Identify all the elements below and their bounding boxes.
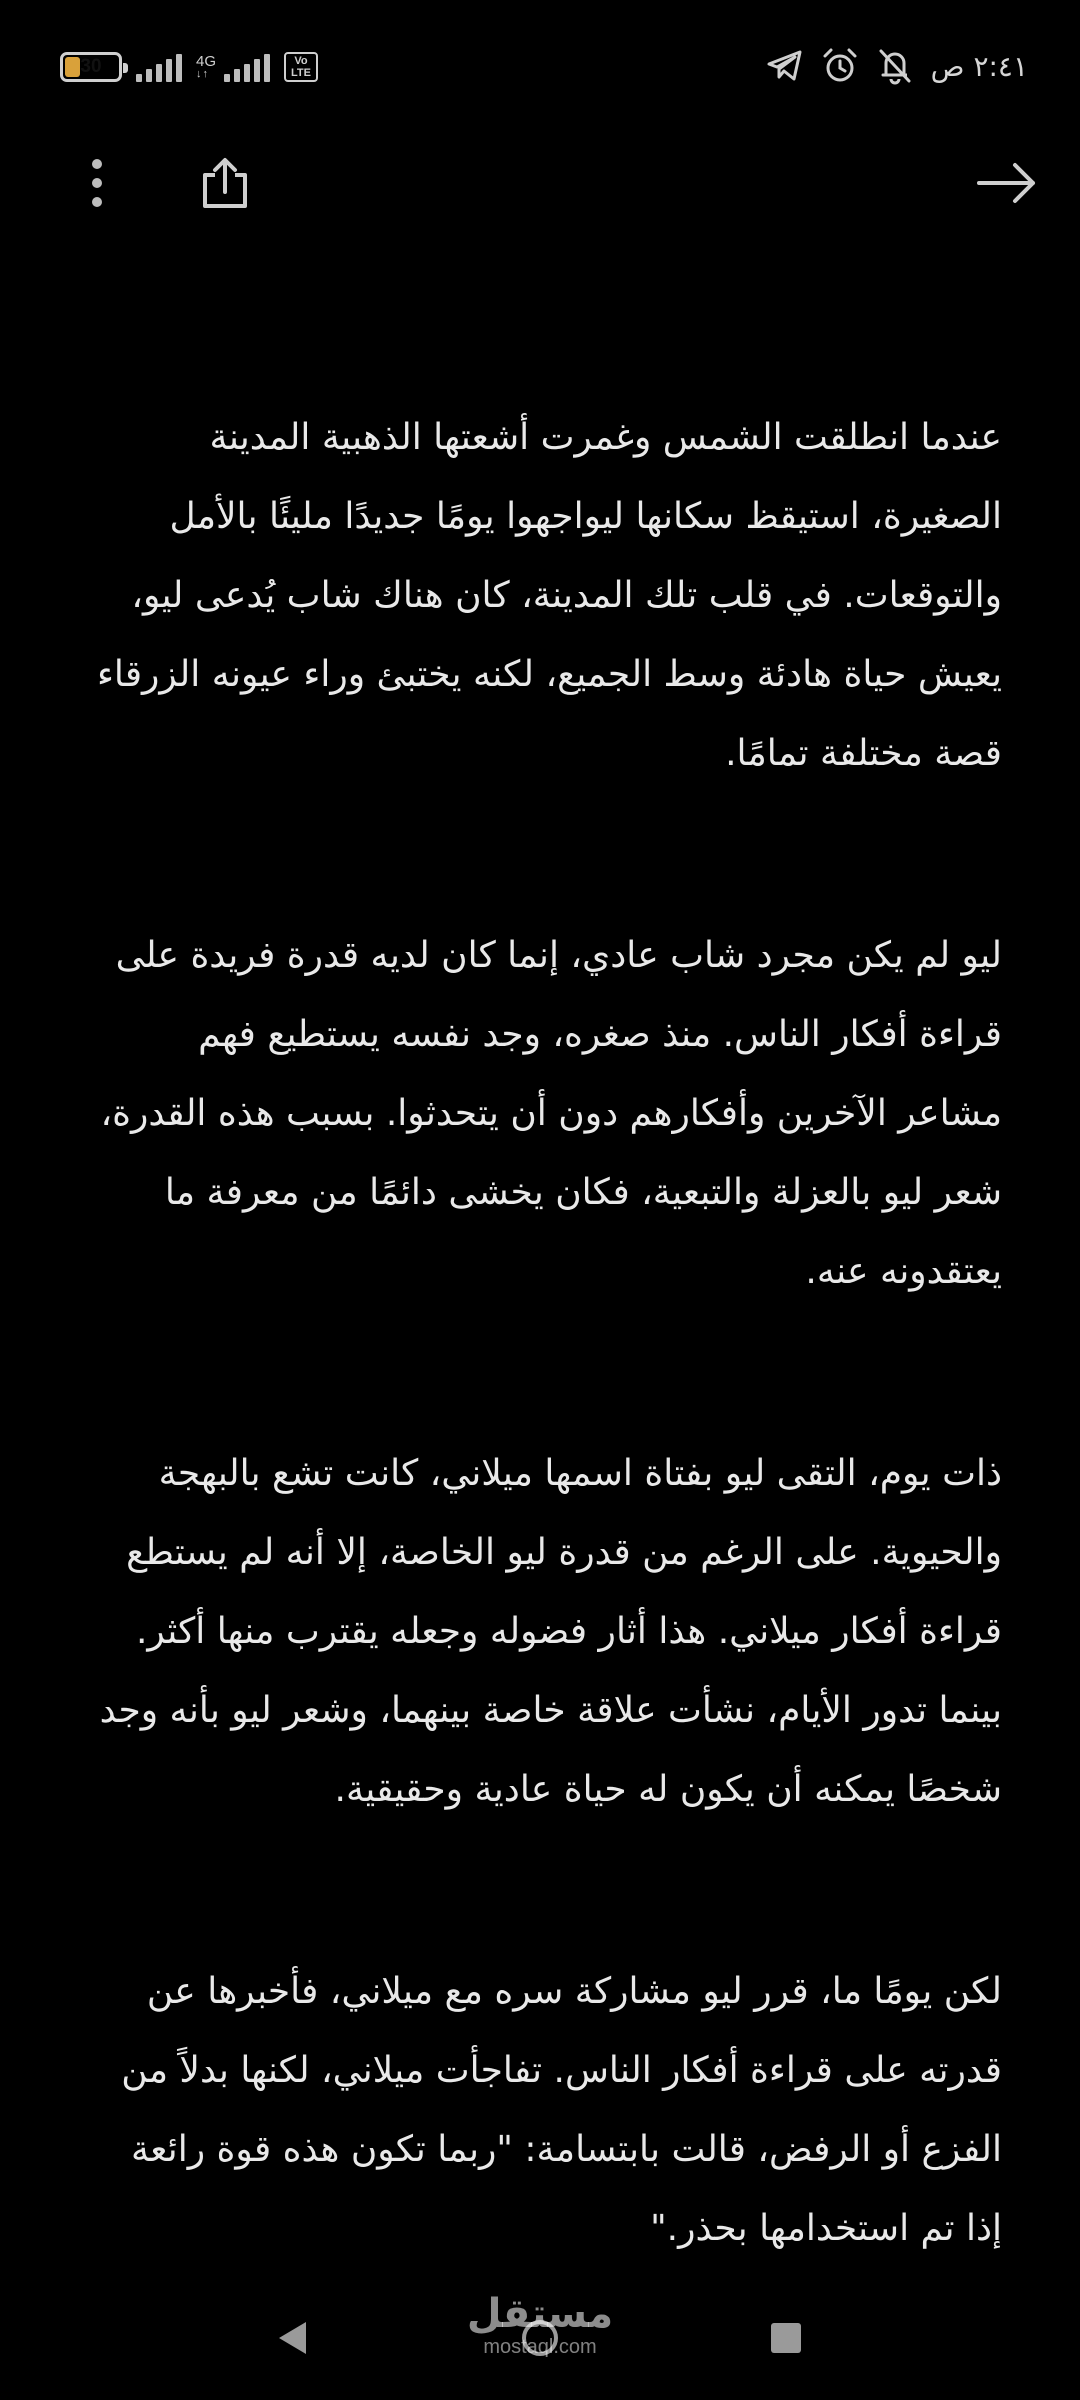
volte-icon xyxy=(284,52,318,82)
article-paragraph-4: لكن يومًا ما، قرر ليو مشاركة سره مع ميلاني، فأخبرها عن قدرته على قراءة أفكار الناس. تفاجأت ميلاني، لكنها بدلاً من الفزع أو الرفض، قالت بابتسامة: "ربما تكون هذه قوة رائعة إذا تم استخدامها بحذر." xyxy=(121,1971,1002,2249)
status-left-group xyxy=(60,48,318,86)
article-paragraph-2: ليو لم يكن مجرد شاب عادي، إنما كان لديه قدرة فريدة على قراءة أفكار الناس. منذ صغره، وجد نفسه يستطيع فهم مشاعر الآخرين وأفكارهم دون أن يتحدثوا. بسبب هذه القدرة، شعر ليو بالعزلة والتبعية، فكان يخشى دائمًا من معرفة ما يعتقدونه عنه. xyxy=(100,935,1002,1292)
article-paragraph-3: ذات يوم، التقى ليو بفتاة اسمها ميلاني، كانت تشع بالبهجة والحيوية. على الرغم من قدرة ليو الخاصة، إلا أنه لم يستطع قراءة أفكار ميلاني. هذا أثار فضوله وجعله يقترب منها أكثر. بينما تدور الأيام، نشأت علاقة خاصة بينهما، وشعر ليو بأنه وجد شخصًا يمكنه أن يكون له حياة عادية وحقيقية. xyxy=(99,1453,1002,1810)
share-icon xyxy=(200,157,250,213)
more-options-button[interactable] xyxy=(52,140,142,230)
battery-fill xyxy=(65,57,80,77)
telegram-icon xyxy=(767,50,803,82)
arrow-forward-icon xyxy=(976,161,1038,209)
nav-back-button[interactable] xyxy=(232,2280,352,2400)
volte-top: Vo xyxy=(294,55,308,67)
battery-icon xyxy=(60,52,122,82)
watermark-sub: mostaql.com xyxy=(483,2336,597,2358)
alarm-icon xyxy=(821,47,859,85)
app-bar xyxy=(0,140,1080,230)
network-type xyxy=(196,54,216,80)
volte-bottom: LTE xyxy=(291,67,311,79)
nav-recents-button[interactable] xyxy=(726,2280,846,2400)
system-nav-bar xyxy=(0,2280,1080,2400)
signal-icon-2 xyxy=(224,52,270,82)
signal-icon xyxy=(136,52,182,82)
share-button[interactable] xyxy=(180,140,270,230)
more-vert-icon xyxy=(89,157,105,213)
data-arrows-icon: ↓↑ xyxy=(196,68,209,80)
forward-button[interactable] xyxy=(962,140,1052,230)
watermark-main: مستقل xyxy=(466,2291,614,2337)
nav-recents-icon xyxy=(769,2321,803,2359)
status-time: ٢:٤١ ص xyxy=(930,49,1028,83)
status-right-group xyxy=(767,44,1028,88)
network-label: 4G xyxy=(196,53,217,70)
status-bar xyxy=(0,0,1080,130)
nav-back-icon xyxy=(275,2319,309,2361)
article-body xyxy=(88,398,1002,2391)
battery-level: 30 xyxy=(80,56,102,77)
nav-home-icon xyxy=(520,2318,560,2362)
article-paragraph-1: عندما انطلقت الشمس وغمرت أشعتها الذهبية المدينة الصغيرة، استيقظ سكانها ليواجهوا يومًا جديدًا مليئًا بالأمل والتوقعات. في قلب تلك المدينة، كان هناك شاب يُدعى ليو، يعيش حياة هادئة وسط الجميع، لكنه يختبئ وراء عيونه الزرقاء قصة مختلفة تمامًا. xyxy=(96,417,1002,774)
nav-home-button[interactable] xyxy=(480,2280,600,2400)
bell-off-icon xyxy=(877,47,913,85)
